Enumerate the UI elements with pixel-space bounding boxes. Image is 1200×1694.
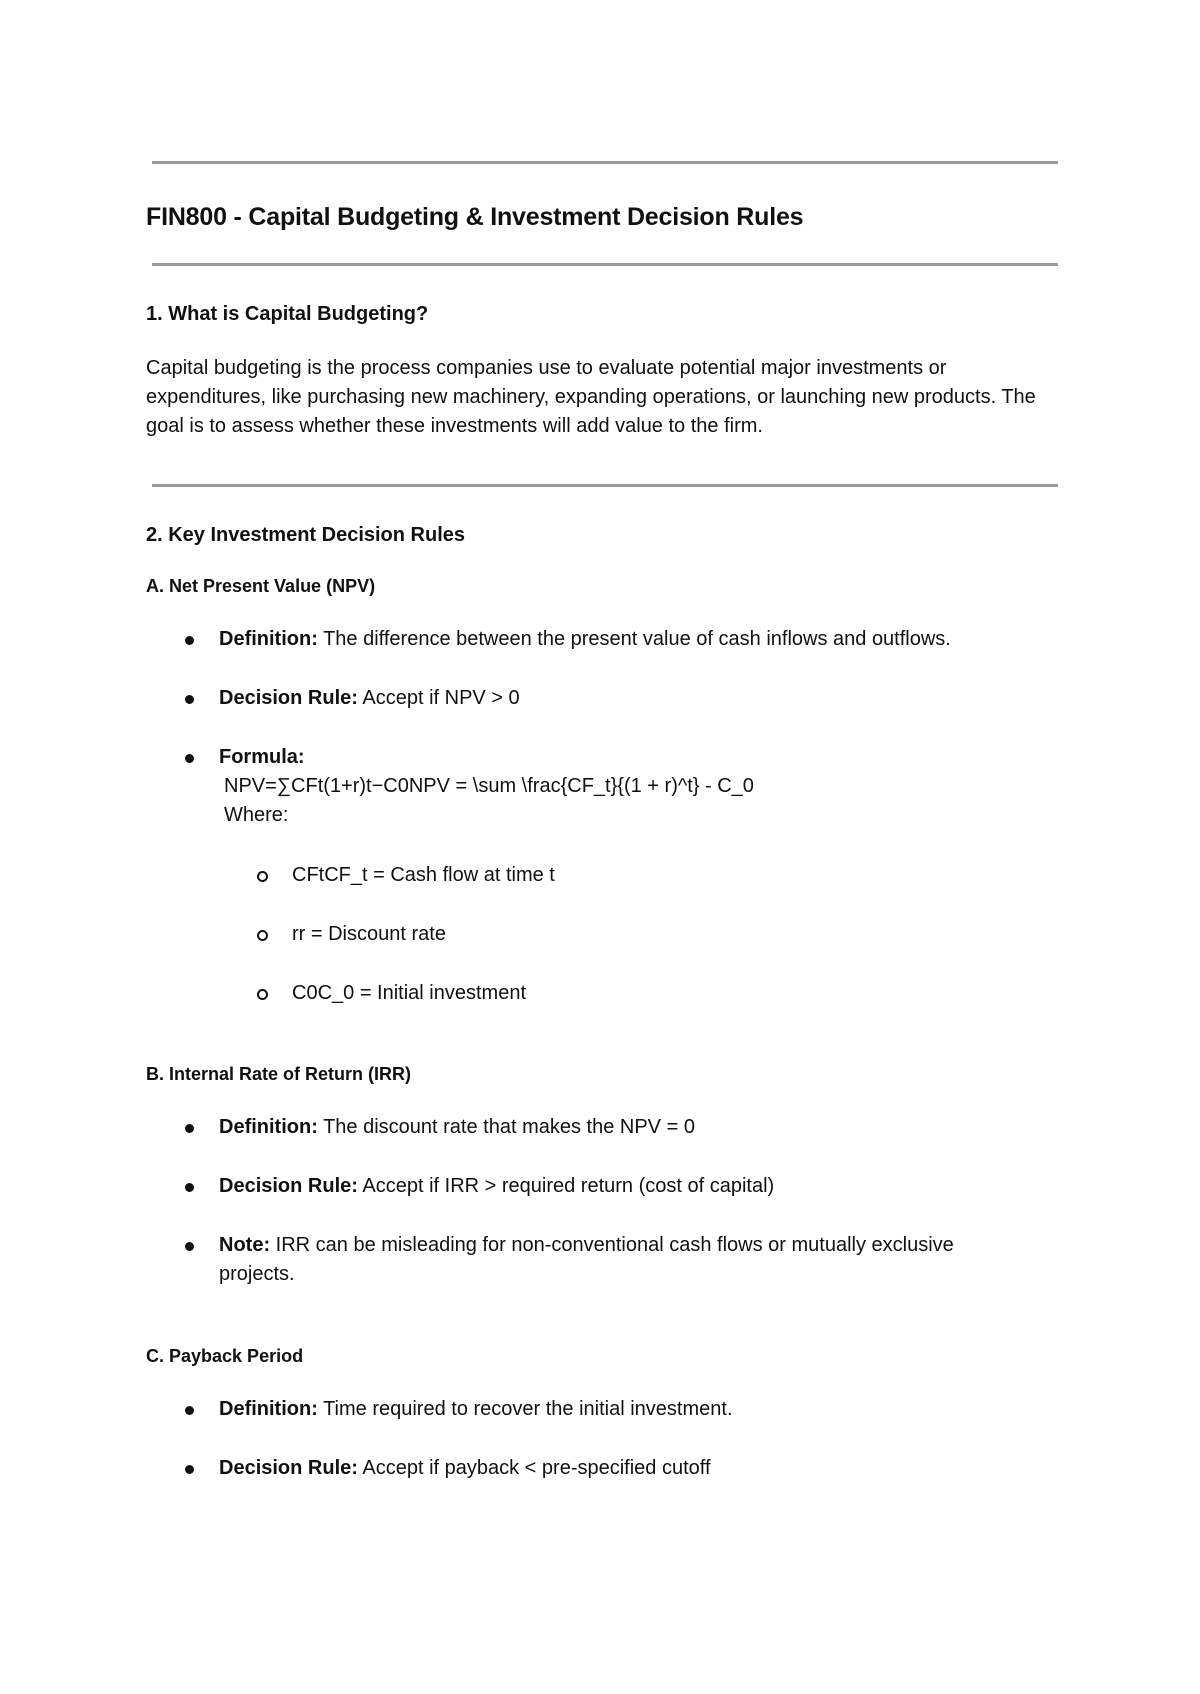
npv-var-discount-rate: rr = Discount rate	[292, 923, 446, 945]
sub-bullet-icon	[257, 871, 268, 882]
bullet-icon	[185, 695, 194, 704]
bullet-icon	[185, 1242, 194, 1251]
irr-definition-label: Definition:	[219, 1116, 318, 1138]
payback-rule-text: Accept if payback < pre-specified cutoff	[357, 1457, 711, 1479]
payback-rule-label: Decision Rule:	[219, 1457, 358, 1479]
divider-top	[152, 161, 1058, 164]
irr-note-item	[219, 1231, 954, 1260]
irr-definition-text: The discount rate that makes the NPV = 0	[317, 1116, 695, 1138]
section-2-heading: 2. Key Investment Decision Rules	[146, 524, 466, 546]
payback-definition-item	[219, 1395, 733, 1424]
npv-rule-label: Decision Rule:	[219, 687, 358, 709]
sub-bullet-icon	[257, 930, 268, 941]
payback-definition-text: Time required to recover the initial investment.	[317, 1398, 733, 1420]
npv-formula-item	[219, 743, 305, 772]
npv-definition-item	[219, 625, 951, 654]
payback-rule-item	[219, 1454, 711, 1483]
irr-note-label: Note:	[219, 1234, 271, 1256]
npv-rule-item	[219, 684, 520, 713]
irr-definition-item	[219, 1113, 695, 1142]
npv-formula-label: Formula:	[219, 746, 305, 768]
irr-note-text-cont: projects.	[219, 1263, 295, 1285]
bullet-icon	[185, 1465, 194, 1474]
bullet-icon	[185, 636, 194, 645]
sub-bullet-icon	[257, 989, 268, 1000]
divider-under-title	[152, 263, 1058, 266]
npv-definition-text: The difference between the present value of cash inflows and outflows.	[317, 628, 951, 650]
bullet-icon	[185, 754, 194, 763]
irr-rule-text: Accept if IRR > required return (cost of capital)	[357, 1175, 775, 1197]
npv-heading: A. Net Present Value (NPV)	[146, 576, 376, 596]
section-1-heading: 1. What is Capital Budgeting?	[146, 303, 429, 325]
npv-where-text: Where:	[224, 804, 289, 826]
payback-definition-label: Definition:	[219, 1398, 318, 1420]
irr-rule-item	[219, 1172, 774, 1201]
npv-formula-text: NPV=∑CFt(1+r)t−C0NPV = \sum \frac{CF_t}{(1 + r)^t} - C_0	[224, 775, 754, 797]
document-title: FIN800 - Capital Budgeting & Investment Decision Rules	[146, 203, 804, 231]
bullet-icon	[185, 1183, 194, 1192]
npv-definition-label: Definition:	[219, 628, 318, 650]
divider-section-2	[152, 484, 1058, 487]
npv-rule-text: Accept if NPV > 0	[357, 687, 520, 709]
irr-note-text: IRR can be misleading for non-conventional cash flows or mutually exclusive	[270, 1234, 954, 1256]
bullet-icon	[185, 1124, 194, 1133]
bullet-icon	[185, 1406, 194, 1415]
section-1-paragraph: Capital budgeting is the process companies use to evaluate potential major investments or expenditures, like purchasing new machinery, expanding operations, or launching new products. The goal is to assess whether these investments will add value to the firm.	[146, 357, 1036, 437]
payback-heading: C. Payback Period	[146, 1346, 304, 1366]
npv-var-cash-flow: CFtCF_t = Cash flow at time t	[292, 864, 555, 886]
npv-var-initial-investment: C0C_0 = Initial investment	[292, 982, 527, 1004]
irr-heading: B. Internal Rate of Return (IRR)	[146, 1064, 412, 1084]
irr-rule-label: Decision Rule:	[219, 1175, 358, 1197]
